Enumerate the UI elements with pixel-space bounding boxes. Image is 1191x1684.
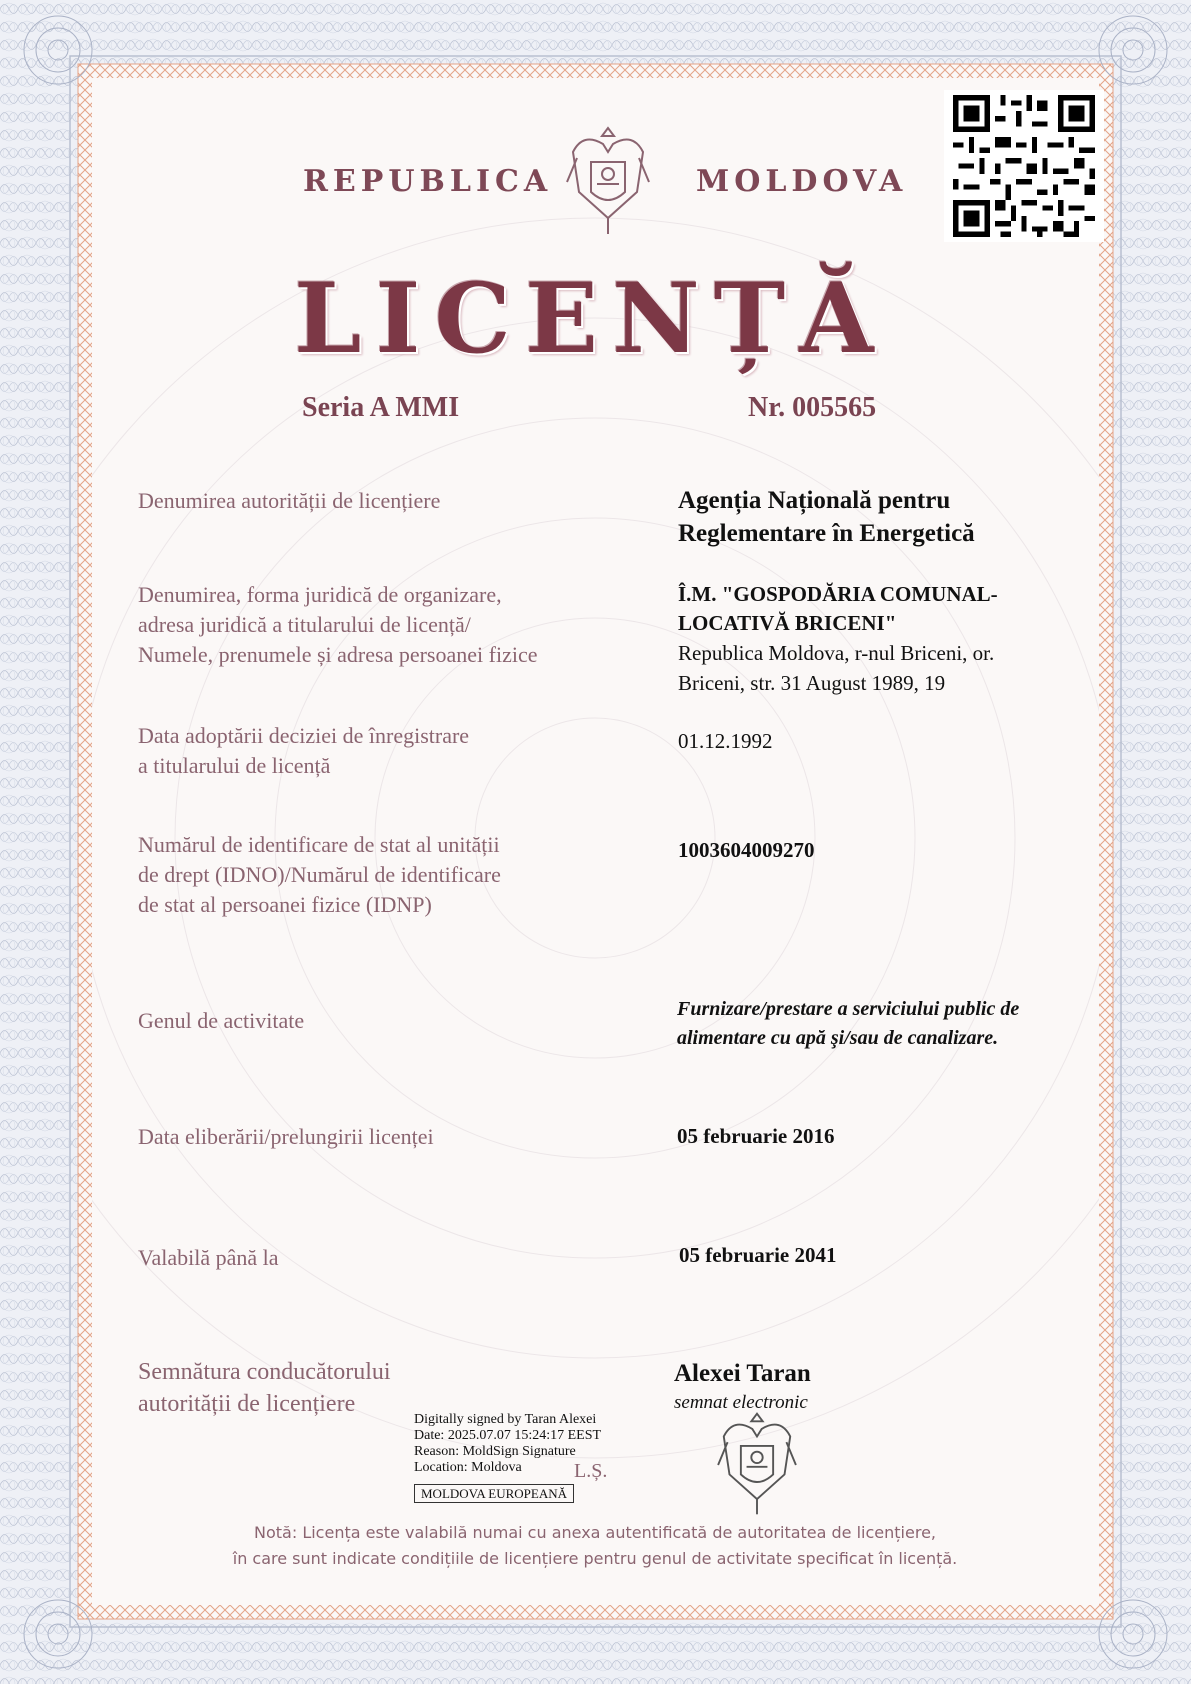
authority-value-line2: Reglementare în Energetică bbox=[678, 520, 975, 547]
activity-value bbox=[677, 995, 1019, 1053]
digital-signature-line1: Digitally signed by Taran Alexei bbox=[414, 1412, 597, 1427]
issued-date: 05 februarie 2016 bbox=[677, 1124, 835, 1148]
header-republica: REPUBLICA bbox=[303, 164, 553, 199]
activity-value-line1: Furnizare/prestare a serviciului public de bbox=[677, 998, 1020, 1020]
digital-signature-line3: Reason: MoldSign Signature bbox=[414, 1444, 576, 1459]
idno-label-line3: de stat al persoanei fizice (IDNP) bbox=[138, 892, 432, 917]
qr-code-icon bbox=[944, 90, 1104, 242]
signature-label-line2: autorității de licențiere bbox=[138, 1391, 356, 1417]
holder-name-line2: LOCATIVĂ BRICENI" bbox=[678, 611, 897, 635]
activity-value-line2: alimentare cu apă şi/sau de canalizare. bbox=[677, 1027, 999, 1049]
idno-label-line1: Numărul de identificare de stat al unității bbox=[138, 832, 500, 857]
activity-label: Genul de activitate bbox=[138, 1008, 305, 1033]
holder-address-line2: Briceni, str. 31 August 1989, 19 bbox=[678, 671, 946, 695]
coat-of-arms-icon bbox=[563, 122, 653, 240]
holder-label-line2: adresa juridică a titularului de licență/ bbox=[138, 612, 471, 637]
registration-label bbox=[138, 721, 469, 781]
idno-label bbox=[138, 830, 501, 920]
holder-label bbox=[138, 580, 537, 670]
stamp-box: MOLDOVA EUROPEANĂ bbox=[414, 1484, 574, 1503]
header-moldova: MOLDOVA bbox=[696, 164, 908, 199]
registration-date: 01.12.1992 bbox=[678, 729, 773, 753]
idno-label-line2: de drept (IDNO)/Numărul de identificare bbox=[138, 862, 501, 887]
footer-note bbox=[150, 1520, 1040, 1572]
digital-signature-line4: Location: Moldova bbox=[414, 1460, 522, 1475]
holder-label-line3: Numele, prenumele și adresa persoanei fizice bbox=[138, 642, 538, 667]
signature-note: semnat electronic bbox=[674, 1392, 808, 1413]
issued-label: Data eliberării/prelungirii licenței bbox=[138, 1124, 434, 1149]
signature-label bbox=[138, 1356, 391, 1420]
registration-label-line1: Data adoptării deciziei de înregistrare bbox=[138, 723, 470, 748]
signature-label-line1: Semnătura conducătorului bbox=[138, 1359, 391, 1385]
holder-value bbox=[678, 580, 998, 698]
seal-coat-of-arms-icon bbox=[712, 1408, 802, 1520]
ls-mark: L.Ș. bbox=[574, 1460, 608, 1482]
digital-signature-line2: Date: 2025.07.07 15:24:17 EEST bbox=[414, 1428, 602, 1443]
valid-until-label: Valabilă până la bbox=[138, 1245, 279, 1270]
holder-address-line1: Republica Moldova, r-nul Briceni, or. bbox=[678, 641, 995, 665]
registration-label-line2: a titularului de licență bbox=[138, 753, 331, 778]
authority-label: Denumirea autorității de licențiere bbox=[138, 488, 441, 513]
authority-value-line1: Agenția Națională pentru bbox=[678, 487, 951, 514]
footer-note-line2: în care sunt indicate condițiile de licențiere pentru genul de activitate specificat în licență. bbox=[232, 1549, 958, 1568]
digital-signature-block bbox=[414, 1412, 601, 1476]
authority-value bbox=[678, 484, 975, 550]
signatory-name: Alexei Taran bbox=[674, 1360, 811, 1387]
valid-until-date: 05 februarie 2041 bbox=[679, 1243, 837, 1267]
series-label: Seria A MMI bbox=[302, 392, 460, 423]
holder-name-line1: Î.M. "GOSPODĂRIA COMUNAL- bbox=[678, 582, 998, 606]
footer-note-line1: Notă: Licența este valabilă numai cu anexa autentificată de autoritatea de licențiere, bbox=[254, 1523, 936, 1542]
holder-label-line1: Denumirea, forma juridică de organizare, bbox=[138, 582, 502, 607]
idno-value: 1003604009270 bbox=[678, 838, 815, 862]
document-title: LICENȚĂ bbox=[294, 262, 888, 375]
license-number: Nr. 005565 bbox=[748, 392, 877, 423]
